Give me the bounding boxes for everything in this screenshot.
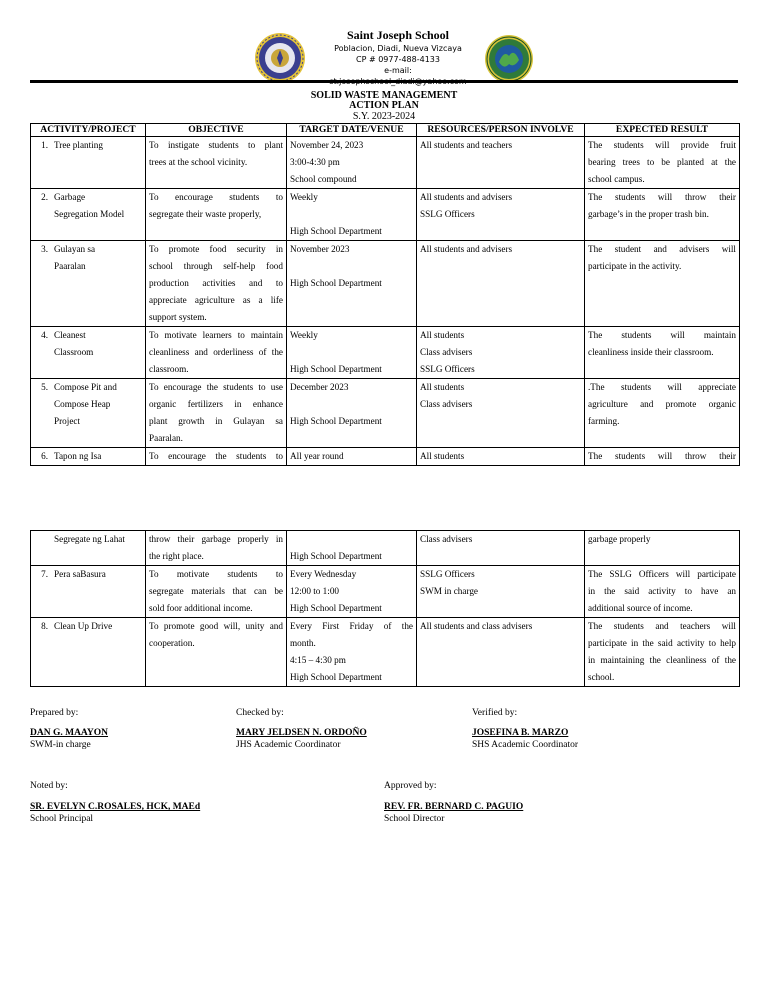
- cell-line: High School Department: [290, 364, 382, 374]
- result-cell: [585, 618, 740, 687]
- row-number: 8.: [41, 621, 48, 631]
- cell-line: month.: [290, 638, 316, 648]
- cell-line: All students and advisers: [420, 244, 513, 254]
- cell-line: 3:00-4:30 pm: [290, 157, 340, 167]
- objective-cell: [146, 379, 287, 448]
- cell-line: School compound: [290, 174, 357, 184]
- activity-cell: [31, 379, 146, 448]
- cell-line: The students will maintain: [588, 330, 736, 340]
- cell-line: All students: [420, 382, 465, 392]
- cell-line: To encourage the students to use: [149, 382, 283, 392]
- activity-text: Tapon ng Isa: [54, 451, 102, 461]
- table-row: [31, 618, 740, 687]
- row-number: 7.: [41, 569, 48, 579]
- activity-cell: [31, 531, 146, 566]
- cell-line: classroom.: [149, 364, 189, 374]
- activity-cell: [31, 566, 146, 618]
- signatory-name: JOSEFINA B. MARZO: [472, 728, 569, 738]
- cell-line: .The students will appreciate: [588, 382, 736, 392]
- table-row: [31, 566, 740, 618]
- target-cell: [287, 566, 417, 618]
- cell-line: appreciate agriculture as a life: [149, 295, 283, 305]
- cell-line: All students: [420, 451, 465, 461]
- cell-gap: [290, 531, 413, 548]
- signatory-label: Prepared by:: [30, 708, 79, 718]
- cell-line: All students: [420, 330, 465, 340]
- activity-text: Compose Pit and: [54, 382, 117, 392]
- objective-cell: [146, 531, 287, 566]
- cell-line: Every Wednesday: [290, 569, 357, 579]
- signatory-label: Verified by:: [472, 708, 518, 718]
- cell-line: cleanliness and orderliness of the: [149, 347, 283, 357]
- resources-cell: [417, 379, 585, 448]
- cell-line: Class advisers: [420, 399, 473, 409]
- cell-gap: [290, 206, 413, 223]
- cell-line: school.: [588, 672, 615, 682]
- cell-line: segregate their waste properly,: [149, 209, 262, 219]
- activity-cell: [31, 241, 146, 327]
- cell-line: segregate materials that can be: [149, 586, 283, 596]
- cell-line: The students and teachers will: [588, 621, 736, 631]
- document-title: SOLID WASTE MANAGEMENT: [310, 90, 458, 101]
- department-seal-logo: [484, 34, 534, 84]
- resources-cell: [417, 327, 585, 379]
- column-header: TARGET DATE/VENUE: [287, 124, 417, 137]
- cell-line: garbage properly: [588, 534, 651, 544]
- cell-line: sold foor additional income.: [149, 603, 253, 613]
- target-cell: [287, 618, 417, 687]
- cell-line: Weekly: [290, 330, 318, 340]
- cell-line: High School Department: [290, 416, 382, 426]
- resources-cell: [417, 137, 585, 189]
- activity-cell: [31, 189, 146, 241]
- target-cell: [287, 448, 417, 466]
- cell-line: To promote good will, unity and: [149, 621, 283, 631]
- signatory-checked: [236, 707, 367, 751]
- cell-line: To promote food security in: [149, 244, 283, 254]
- result-cell: [585, 379, 740, 448]
- table-row: [31, 379, 740, 448]
- cell-line: bearing trees to be planted at the: [588, 157, 736, 167]
- action-plan-table: [30, 123, 740, 466]
- resources-cell: [417, 566, 585, 618]
- cell-line: To encourage the students to: [149, 451, 283, 461]
- signatory-approved: [384, 780, 523, 825]
- cell-gap: [290, 396, 413, 413]
- letterhead: [0, 28, 768, 84]
- cell-line: plant growth in Gulayan sa: [149, 416, 283, 426]
- cell-line: SSLG Officers: [420, 364, 475, 374]
- cell-line: participate in the activity.: [588, 261, 682, 271]
- resources-cell: [417, 531, 585, 566]
- activity-text: Clean Up Drive: [54, 621, 113, 631]
- cell-line: the right place.: [149, 551, 204, 561]
- cell-line: farming.: [588, 416, 620, 426]
- cell-line: 12:00 to 1:00: [290, 586, 340, 596]
- result-cell: [585, 327, 740, 379]
- signatory-label: Approved by:: [384, 781, 437, 791]
- cell-line: 4:15 – 4:30 pm: [290, 655, 346, 665]
- document-subtitle: ACTION PLAN: [349, 100, 419, 111]
- school-seal-logo: [254, 32, 306, 84]
- cell-line: High School Department: [290, 278, 382, 288]
- target-cell: [287, 137, 417, 189]
- cell-line: in the said activity to have an: [588, 586, 736, 596]
- school-name: Saint Joseph School: [346, 28, 450, 42]
- row-number: 4.: [41, 330, 48, 340]
- signatory-position: SHS Academic Coordinator: [472, 740, 579, 750]
- activity-cell: [31, 137, 146, 189]
- cell-line: cooperation.: [149, 638, 195, 648]
- signatory-name: SR. EVELYN C.ROSALES, HCK, MAEd: [30, 802, 201, 812]
- column-header: ACTIVITY/PROJECT: [31, 124, 146, 137]
- table-row: [31, 531, 740, 566]
- cell-line: Weekly: [290, 192, 318, 202]
- objective-cell: [146, 566, 287, 618]
- result-cell: [585, 189, 740, 241]
- signatory-name: DAN G. MAAYON: [30, 728, 109, 738]
- cell-line: High School Department: [290, 226, 382, 236]
- cell-line: throw their garbage properly in: [149, 534, 283, 544]
- resources-cell: [417, 189, 585, 241]
- activity-text: Pera saBasura: [54, 569, 106, 579]
- signatory-label: Checked by:: [236, 708, 284, 718]
- cell-line: SSLG Officers: [420, 569, 475, 579]
- target-cell: [287, 189, 417, 241]
- activity-text: Project: [54, 416, 81, 426]
- objective-cell: [146, 189, 287, 241]
- row-number: 2.: [41, 192, 48, 202]
- activity-cell: [31, 327, 146, 379]
- header-rule: [30, 80, 738, 83]
- cell-line: To motivate learners to maintain: [149, 330, 283, 340]
- table-row: [31, 137, 740, 189]
- table-row: [31, 241, 740, 327]
- target-cell: [287, 241, 417, 327]
- table-row: [31, 448, 740, 466]
- result-cell: [585, 137, 740, 189]
- target-cell: [287, 531, 417, 566]
- cell-line: December 2023: [290, 382, 349, 392]
- cell-line: All students and class advisers: [420, 621, 533, 631]
- cell-gap: [290, 344, 413, 361]
- activity-text: Segregate ng Lahat: [54, 534, 125, 544]
- cell-line: High School Department: [290, 603, 382, 613]
- cell-line: support system.: [149, 312, 207, 322]
- cell-line: cleanliness inside their classroom.: [588, 347, 714, 357]
- result-cell: [585, 566, 740, 618]
- row-number: 3.: [41, 244, 48, 254]
- resources-cell: [417, 241, 585, 327]
- school-address: Poblacion, Diadi, Nueva Vizcaya: [334, 44, 462, 53]
- signatory-label: Noted by:: [30, 781, 68, 791]
- cell-line: garbage’s in the proper trash bin.: [588, 209, 709, 219]
- table-row: [31, 327, 740, 379]
- cell-line: agriculture and promote organic: [588, 399, 736, 409]
- cell-line: High School Department: [290, 672, 382, 682]
- school-info: [318, 28, 478, 87]
- school-phone: CP # 0977-488-4133: [356, 55, 440, 64]
- activity-text: Paaralan: [54, 261, 86, 271]
- activity-cell: [31, 448, 146, 466]
- cell-line: Paaralan.: [149, 433, 183, 443]
- cell-line: All students and advisers: [420, 192, 513, 202]
- activity-text: Cleanest: [54, 330, 86, 340]
- objective-cell: [146, 448, 287, 466]
- cell-line: November 2023: [290, 244, 350, 254]
- signatory-name: MARY JELDSEN N. ORDOÑO: [236, 728, 367, 738]
- cell-line: To encourage students to: [149, 192, 283, 202]
- signatory-position: SWM-in charge: [30, 740, 91, 750]
- signatory-verified: [472, 707, 578, 751]
- cell-line: November 24, 2023: [290, 140, 364, 150]
- cell-line: High School Department: [290, 551, 382, 561]
- activity-text: Tree planting: [54, 140, 103, 150]
- activity-text: Classroom: [54, 347, 94, 357]
- signatory-noted: [30, 780, 200, 825]
- signatory-position: JHS Academic Coordinator: [236, 740, 341, 750]
- objective-cell: [146, 137, 287, 189]
- activity-text: Segregation Model: [54, 209, 125, 219]
- row-number: 6.: [41, 451, 48, 461]
- target-cell: [287, 379, 417, 448]
- cell-line: Class advisers: [420, 347, 473, 357]
- table-header-row: [31, 124, 740, 137]
- cell-line: The students will throw their: [588, 192, 736, 202]
- result-cell: [585, 448, 740, 466]
- cell-line: participate in the said activity to help: [588, 638, 736, 648]
- objective-cell: [146, 241, 287, 327]
- table-row: [31, 189, 740, 241]
- cell-line: The SSLG Officers will participate: [588, 569, 736, 579]
- cell-line: The student and advisers will: [588, 244, 736, 254]
- activity-text: Compose Heap: [54, 399, 111, 409]
- target-cell: [287, 327, 417, 379]
- row-number: 1.: [41, 140, 48, 150]
- action-plan-table-continued: [30, 530, 740, 687]
- cell-line: trees at the school vicinity.: [149, 157, 248, 167]
- cell-line: The students will throw their: [588, 451, 736, 461]
- school-email: e-mail:: [384, 66, 412, 75]
- cell-line: Every First Friday of the: [290, 621, 413, 631]
- cell-line: All year round: [290, 451, 344, 461]
- cell-line: To instigate students to plant: [149, 140, 283, 150]
- cell-line: To motivate students to: [149, 569, 283, 579]
- cell-line: additional source of income.: [588, 603, 693, 613]
- cell-line: organic fertilizers in enhance: [149, 399, 283, 409]
- row-number: 5.: [41, 382, 48, 392]
- activity-text: Garbage: [54, 192, 86, 202]
- cell-line: The students will provide fruit: [588, 140, 736, 150]
- resources-cell: [417, 618, 585, 687]
- activity-cell: [31, 618, 146, 687]
- result-cell: [585, 531, 740, 566]
- objective-cell: [146, 618, 287, 687]
- objective-cell: [146, 327, 287, 379]
- signatory-prepared: [30, 707, 108, 751]
- signatory-name: REV. FR. BERNARD C. PAGUIO: [384, 802, 524, 812]
- column-header: OBJECTIVE: [146, 124, 287, 137]
- cell-line: SSLG Officers: [420, 209, 475, 219]
- signatory-position: School Principal: [30, 814, 94, 824]
- cell-gap: [290, 258, 413, 275]
- column-header: RESOURCES/PERSON INVOLVE: [417, 124, 585, 137]
- result-cell: [585, 241, 740, 327]
- cell-line: school through self-help food: [149, 261, 283, 271]
- cell-line: school campus.: [588, 174, 645, 184]
- activity-text: Gulayan sa: [54, 244, 96, 254]
- cell-line: All students and teachers: [420, 140, 513, 150]
- resources-cell: [417, 448, 585, 466]
- cell-line: Class advisers: [420, 534, 473, 544]
- school-year: S.Y. 2023-2024: [352, 111, 416, 122]
- cell-line: SWM in charge: [420, 586, 479, 596]
- column-header: EXPECTED RESULT: [585, 124, 740, 137]
- cell-line: in maintaining the cleanliness of the: [588, 655, 736, 665]
- cell-line: production activities and to: [149, 278, 283, 288]
- signatory-position: School Director: [384, 814, 445, 824]
